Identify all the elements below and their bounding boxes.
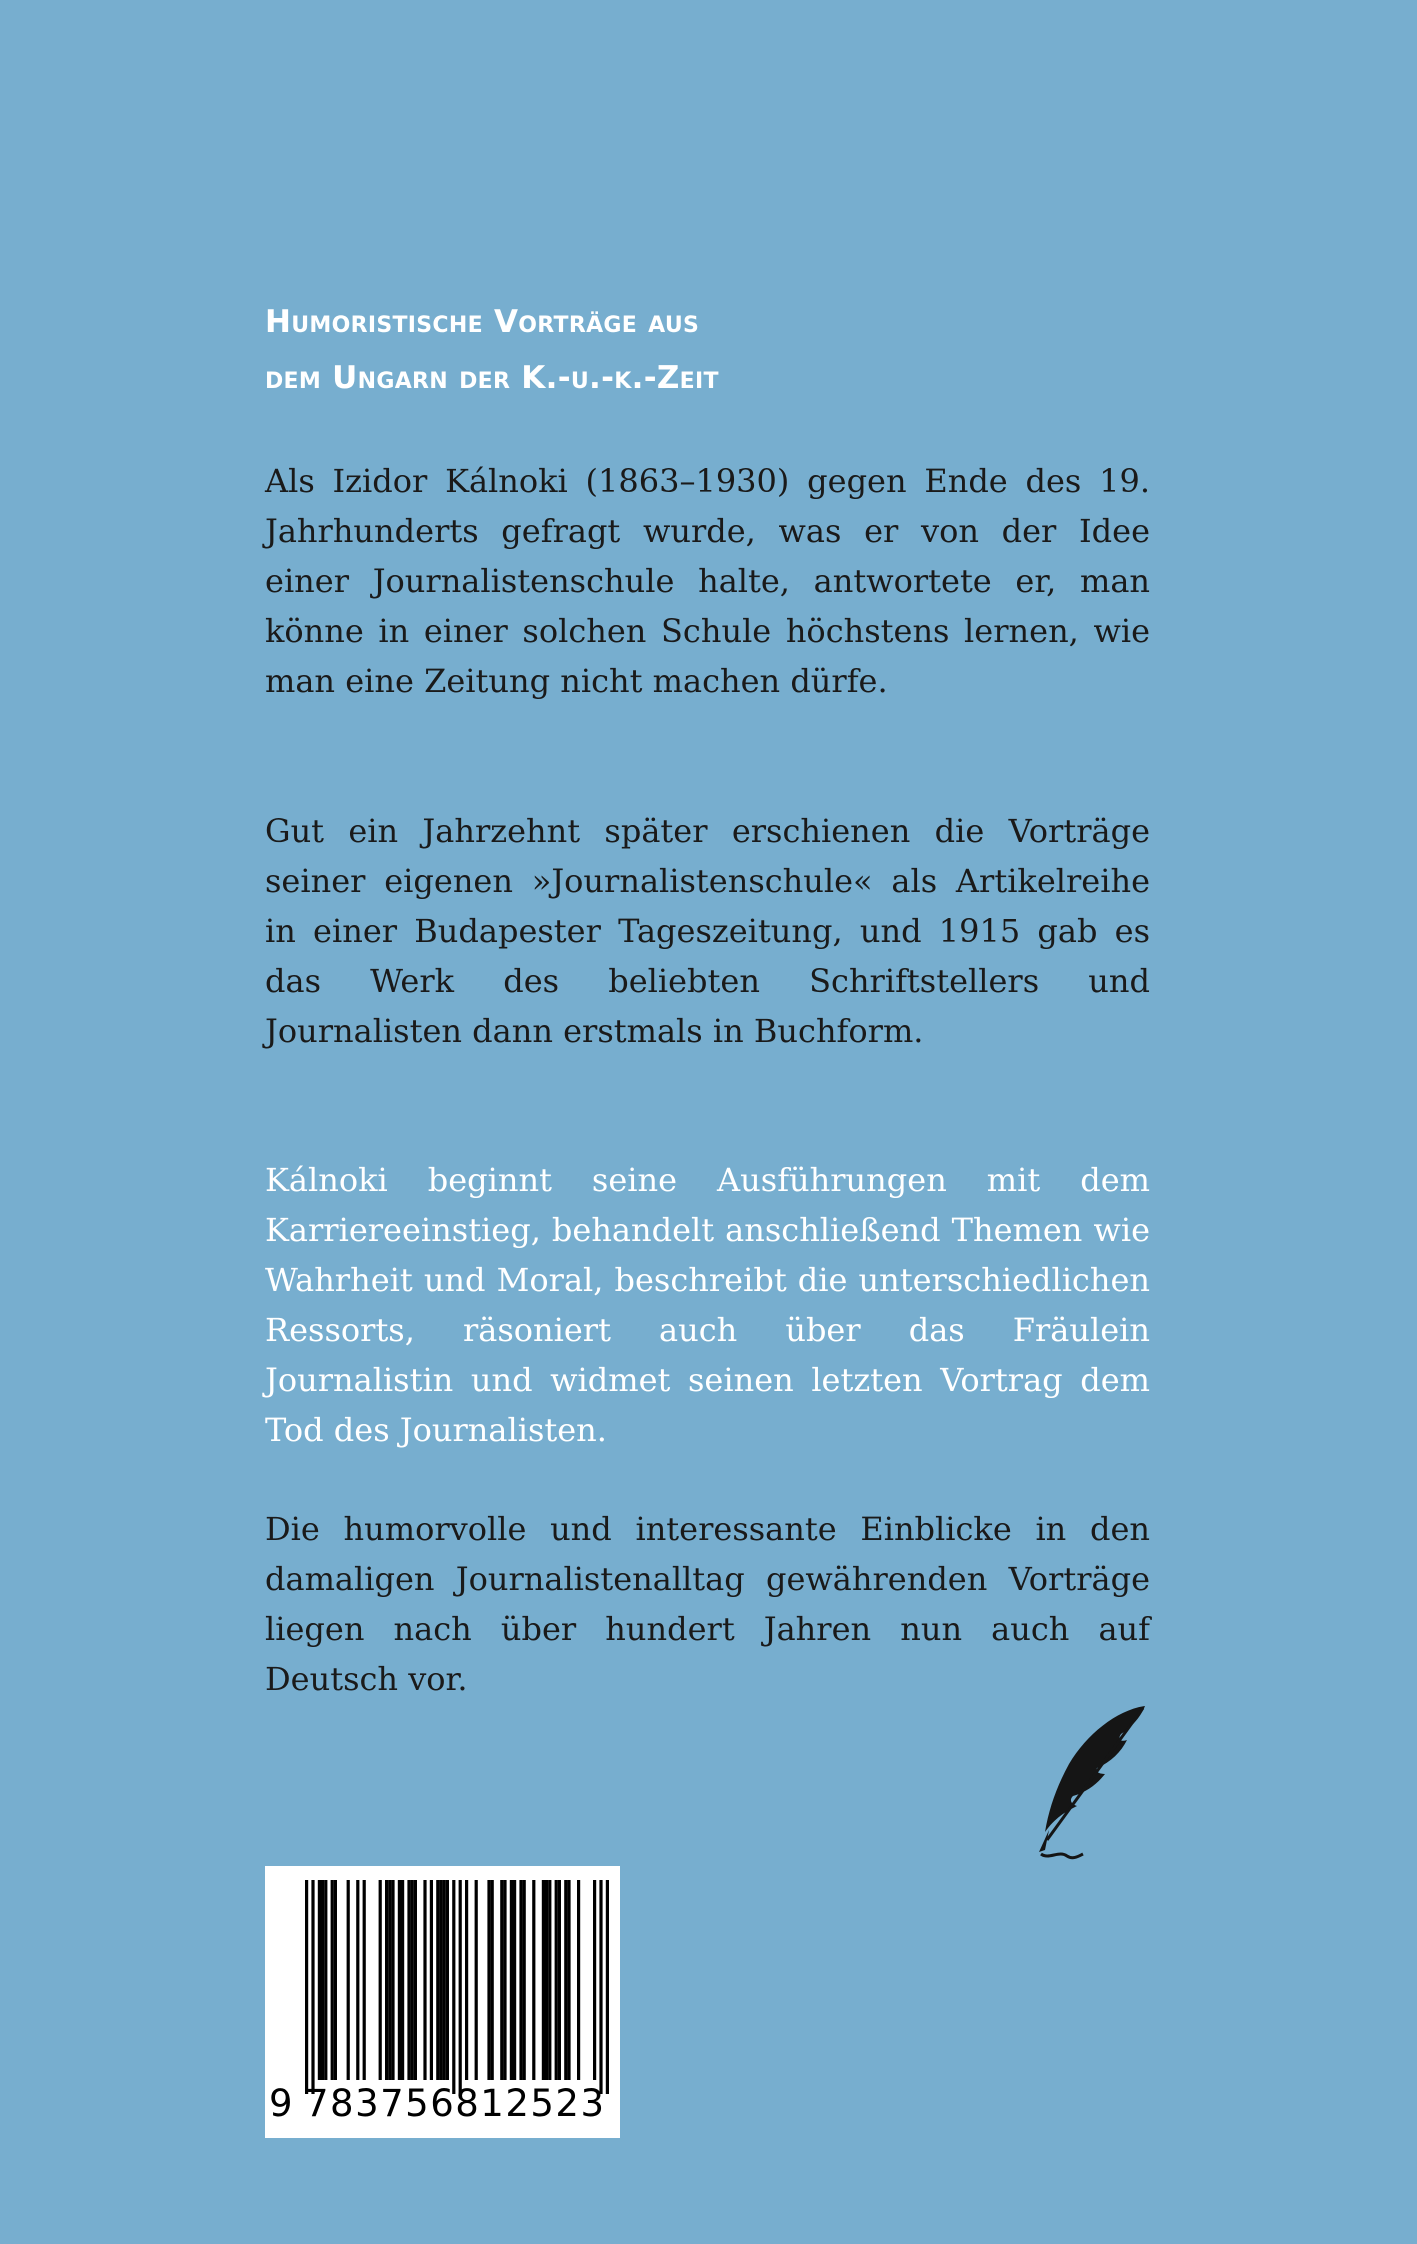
barcode-bar — [385, 1880, 388, 2080]
blurb-paragraph-3: Kálnoki beginnt seine Ausführungen mit dem Karriereeinstieg, behandelt anschließend Themen wie Wahrheit und Moral, beschreibt die unterschiedlichen Ressorts, räsoniert auch über das Fräulein Journalistin und widmet seinen letzten Vortrag dem Tod des Journalisten. — [265, 1161, 1150, 1449]
cover-heading — [265, 294, 1165, 406]
barcode-bar — [500, 1880, 503, 2080]
barcode-bar — [379, 1880, 382, 2080]
barcode-bar — [510, 1880, 513, 2080]
isbn-digits: 783756812523 — [305, 2082, 606, 2125]
isbn-first-digit: 9 — [269, 2082, 293, 2125]
barcode-bar — [398, 1880, 401, 2080]
barcode-bar — [347, 1880, 350, 2080]
barcode-bar — [545, 1880, 548, 2080]
barcode-bar — [503, 1880, 506, 2080]
barcode-bar — [443, 1880, 446, 2080]
blurb-paragraph-4: Die humorvolle und interessante Einblicke in den damaligen Journalistenalltag gewährenden Vorträge liegen nach über hundert Jahren nun auch auf Deutsch vor. — [265, 1510, 1150, 1698]
barcode-bar — [423, 1880, 426, 2080]
barcode-bar — [324, 1880, 327, 2080]
barcode-guard-bar — [606, 1880, 609, 2094]
blurb-paragraph-1: Als Izidor Kálnoki (1863–1930) gegen Ende des 19. Jahrhunderts gefragt wurde, was er von der Idee einer Journalistenschule halte, antwortete er, man könne in einer solchen Schule höchstens lernen, wie man eine Zeitung nicht machen dürfe. — [265, 462, 1150, 700]
barcode-bar — [519, 1880, 522, 2080]
barcode-bar — [555, 1880, 558, 2080]
barcode-bar — [414, 1880, 417, 2080]
barcode-bar — [487, 1880, 490, 2080]
barcode-bar — [523, 1880, 526, 2080]
barcode-bar — [401, 1880, 404, 2080]
barcode-bar — [334, 1880, 337, 2080]
barcode-bar — [411, 1880, 414, 2080]
barcode-bar — [446, 1880, 449, 2080]
barcode-bar — [558, 1880, 561, 2080]
barcode-bar — [475, 1880, 478, 2080]
barcode-bar — [318, 1880, 321, 2080]
barcode-bar — [542, 1880, 545, 2080]
barcode-bar — [593, 1880, 596, 2080]
barcode-guard-bar — [305, 1880, 308, 2094]
barcode-bar — [391, 1880, 394, 2080]
barcode-bar — [513, 1880, 516, 2080]
barcode-bar — [388, 1880, 391, 2080]
quill-feather-icon — [1025, 1700, 1155, 1865]
barcode-bar — [532, 1880, 535, 2080]
blurb-paragraph-2: Gut ein Jahrzehnt später erschienen die Vorträge seiner eigenen »Journalistenschule« als Artikelreihe in einer Budapester Tageszeitung, und 1915 gab es das Werk des beliebten Schriftstellers und Journalisten dann erstmals in Buchform. — [265, 812, 1150, 1050]
barcode-guard-bar — [599, 1880, 602, 2094]
barcode-bar — [548, 1880, 551, 2080]
barcode-bar — [465, 1880, 468, 2080]
barcode-bar — [564, 1880, 567, 2080]
heading-line-1: Humoristische Vorträge aus — [265, 304, 700, 340]
barcode-bar — [439, 1880, 442, 2080]
barcode-bar — [491, 1880, 494, 2080]
isbn-barcode — [265, 1866, 620, 2138]
barcode-guard-bar — [452, 1880, 455, 2094]
barcode-bar — [577, 1880, 580, 2080]
barcode-bar — [567, 1880, 570, 2080]
barcode-bar — [436, 1880, 439, 2080]
heading-line-2: dem Ungarn der K.-u.-k.-Zeit — [265, 360, 719, 396]
barcode-bar — [363, 1880, 366, 2080]
barcode-guard-bar — [459, 1880, 462, 2094]
barcode-bar — [321, 1880, 324, 2080]
barcode-bar — [407, 1880, 410, 2080]
isbn-number — [265, 2076, 620, 2132]
barcode-guard-bar — [311, 1880, 314, 2094]
barcode-bar — [331, 1880, 334, 2080]
barcode-bar — [356, 1880, 359, 2080]
barcode-bar — [430, 1880, 433, 2080]
